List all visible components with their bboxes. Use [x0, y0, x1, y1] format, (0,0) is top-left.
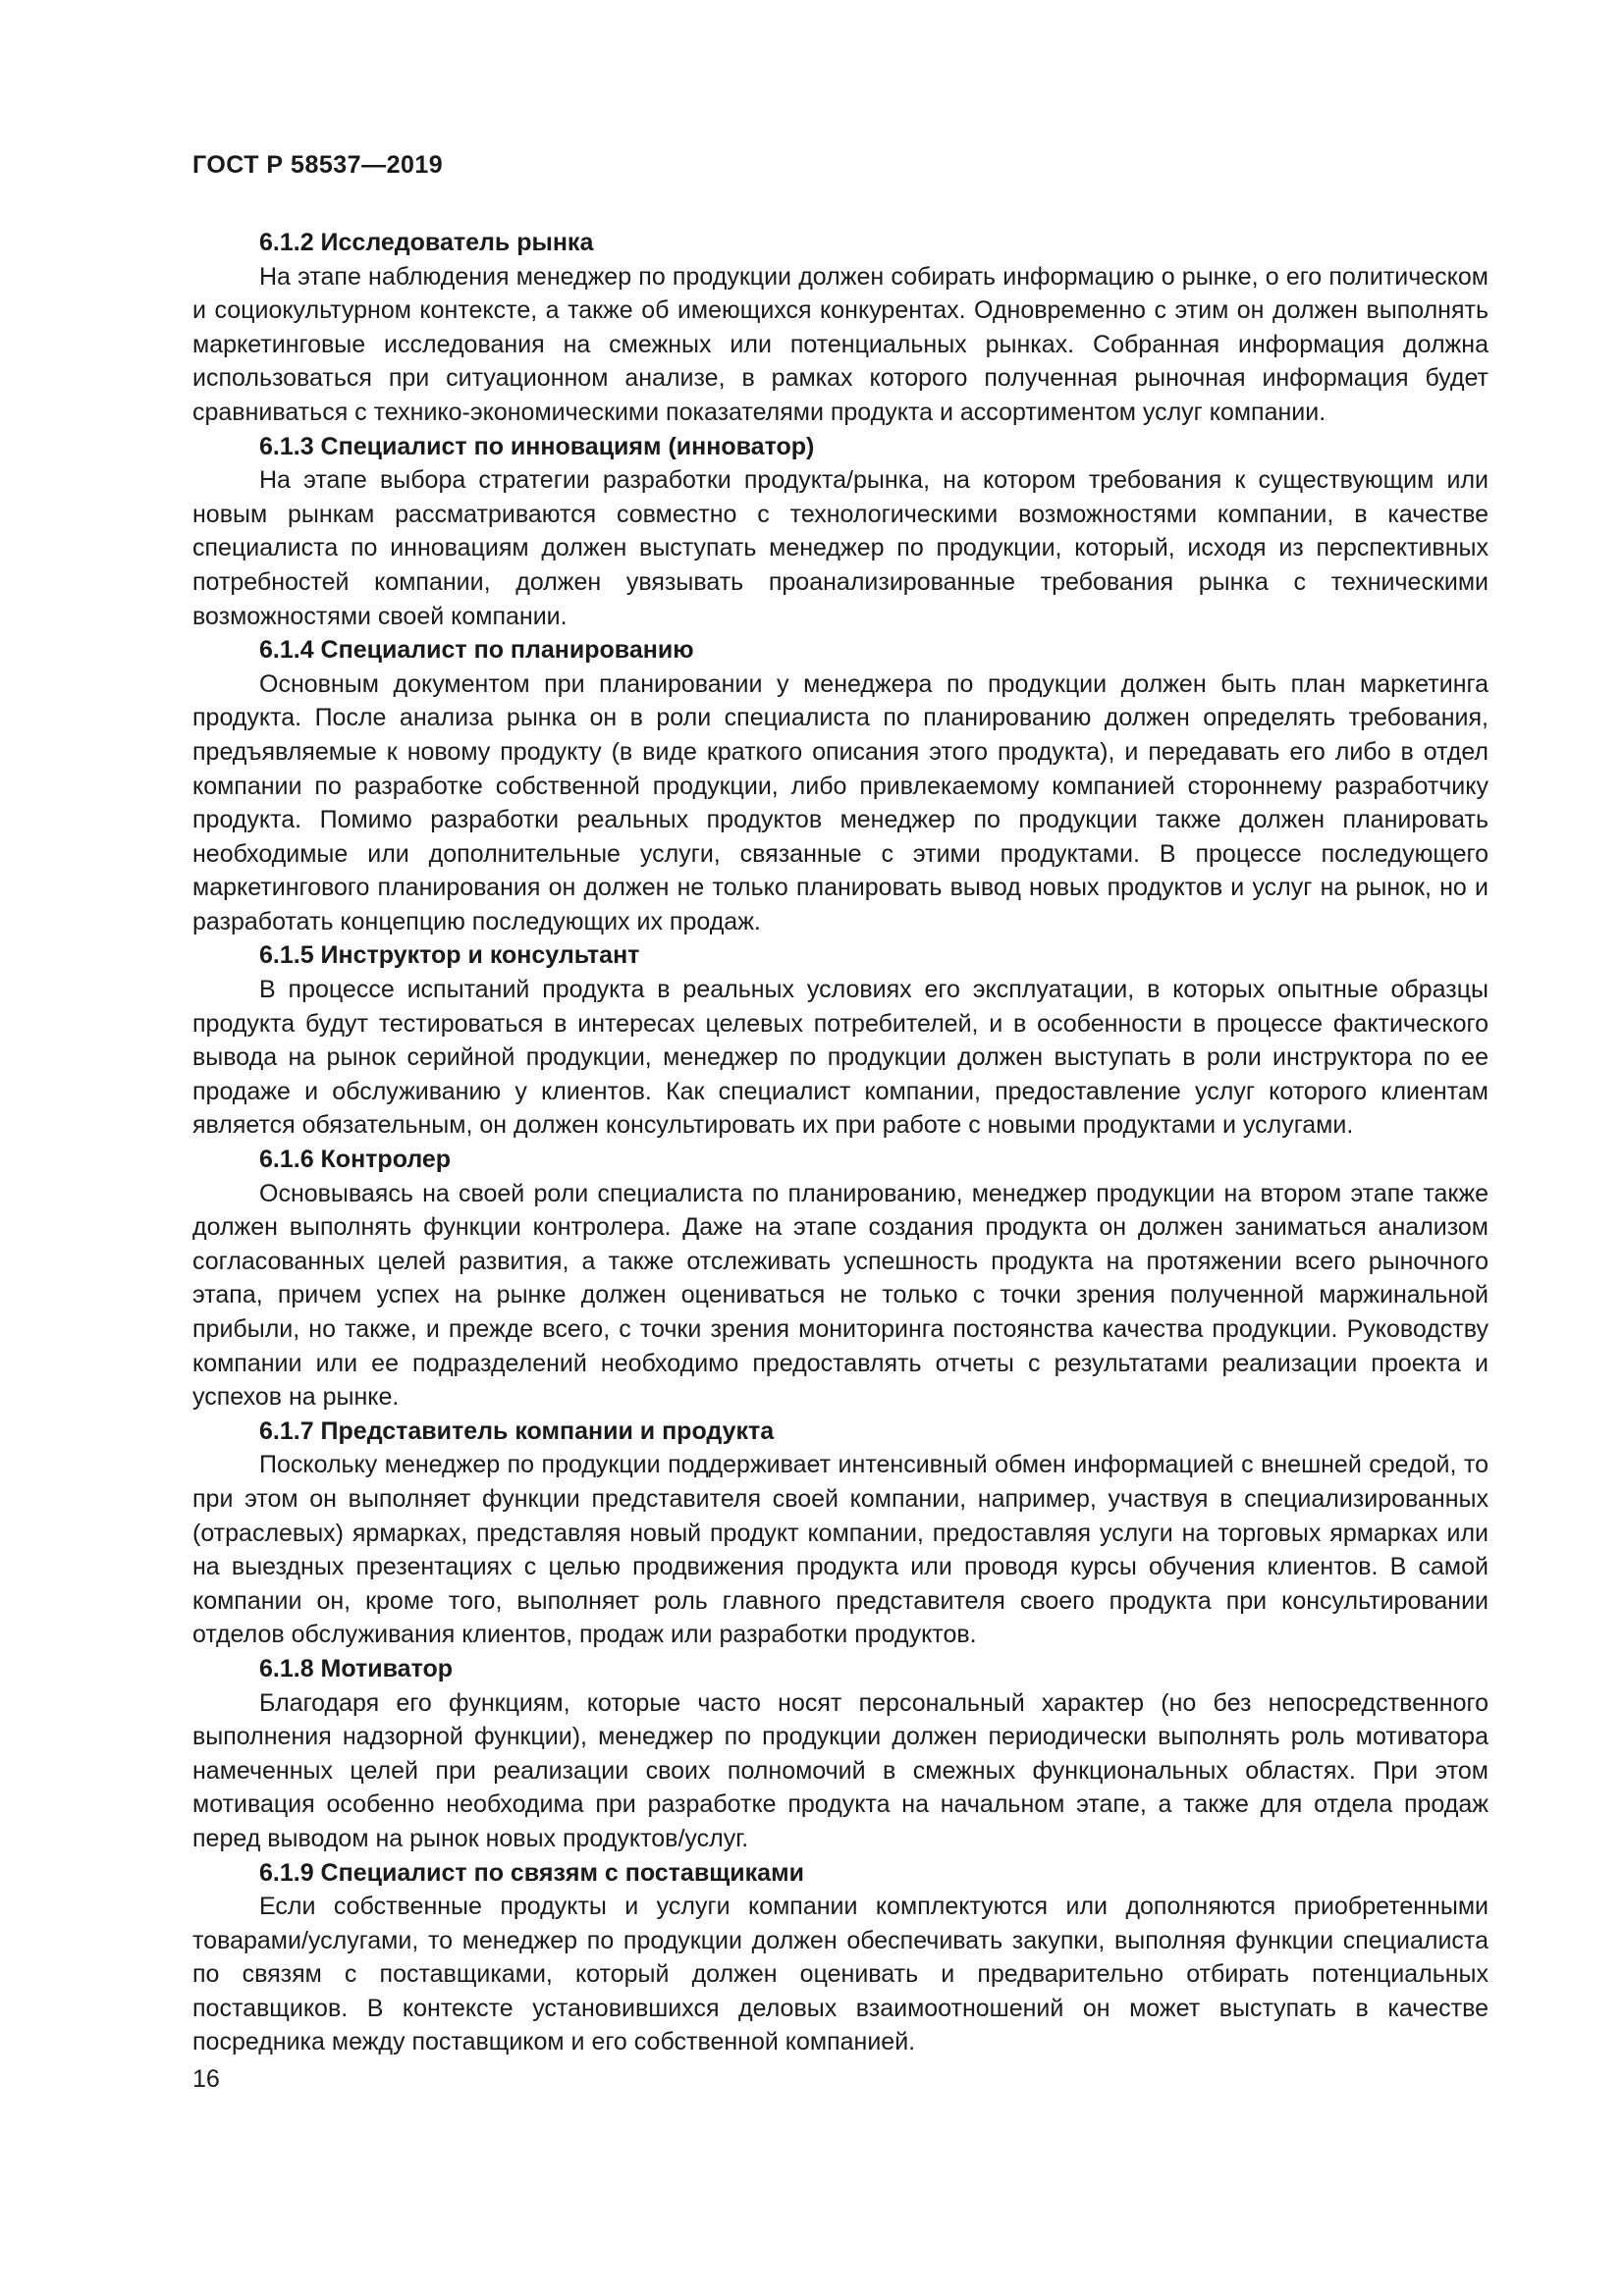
section-body: В процессе испытаний продукта в реальных условиях его эксплуатации, в которых опытные образцы продукта будут тестироваться в интересах целевых потребителей, и в особенности в процессе фактического вывода на рынок серийной продукции, менеджер по продукции должен выступать в роли инструктора по ее продаже и обслуживанию у клиентов. Как специалист компании, предоставление услуг которого клиентам является обязательным, он должен консультировать их при работе с новыми продуктами и услугами.	[192, 976, 1489, 1140]
section-body: Благодаря его функциям, которые часто носят персональный характер (но без непосредственного выполнения надзорной функции), менеджер по продукции должен периодически выполнять роль мотиватора намеченных целей при реализации своих полномочий в смежных функциональных областях. При этом мотивация особенно необходима при разработке продукта на начальном этапе, а также для отдела продаж перед выводом на рынок новых продуктов/услуг.	[192, 1688, 1489, 1852]
section-heading: 6.1.9 Специалист по связям с поставщиками	[259, 1858, 804, 1887]
section-body: Основываясь на своей роли специалиста по планированию, менеджер продукции на втором этапе также должен выполнять функции контролера. Даже на этапе создания продукта он должен заниматься анализом согласованных целей развития, а также отслеживать успешность продукта на протяжении всего рыночного этапа, причем успех на рынке должен оцениваться не только с точки зрения полученной маржинальной прибыли, но также, и прежде всего, с точки зрения мониторинга постоянства качества продукции. Руководству компании или ее подразделений необходимо предоставлять отчеты с результатами реализации проекта и успехов на рынке.	[192, 1179, 1489, 1412]
document-content	[192, 226, 1489, 2059]
section-heading: 6.1.6 Контролер	[259, 1146, 452, 1174]
document-header: ГОСТ Р 58537—2019	[192, 151, 444, 179]
section-heading: 6.1.2 Исследователь рынка	[259, 229, 594, 256]
section-heading: 6.1.4 Специалист по планированию	[259, 636, 694, 665]
section-body: Основным документом при планировании у менеджера по продукции должен быть план маркетинга продукта. После анализа рынка он в роли специалиста по планированию должен определять требования, предъявляемые к новому продукту (в виде краткого описания этого продукта), и передавать его либо в отдел компании по разработке собственной продукции, либо привлекаемому компанией стороннему разработчику продукта. Помимо разработки реальных продуктов менеджер по продукции также должен планировать необходимые или дополнительные услуги, связанные с этими продуктами. В процессе последующего маркетингового планирования он должен не только планировать вывод новых продуктов и услуг на рынок, но и разработать концепцию последующих их продаж.	[192, 669, 1489, 935]
section-heading: 6.1.5 Инструктор и консультант	[259, 941, 640, 970]
section-body: На этапе наблюдения менеджер по продукции должен собирать информацию о рынке, о его политическом и социокультурном контексте, а также об имеющихся конкурентах. Одновременно с этим он должен выполнять маркетинговые исследования на смежных или потенциальных рынках. Собранная информация должна использоваться при ситуационном анализе, в рамках которого полученная рыночная информация будет сравниваться с технико-экономическими показателями продукта и ассортиментом услуг компании.	[192, 262, 1489, 426]
section-heading: 6.1.7 Представитель компании и продукта	[259, 1416, 775, 1445]
page-number: 16	[192, 2065, 220, 2093]
section-heading: 6.1.8 Мотиватор	[259, 1654, 454, 1682]
section-body: Поскольку менеджер по продукции поддерживает интенсивный обмен информацией с внешней средой, то при этом он выполняет функции представителя своей компании, например, участвуя в специализированных (отраслевых) ярмарках, представляя новый продукт компании, предоставляя услуги на торговых ярмарках или на выездных презентациях с целью продвижения продукта или проводя курсы обучения клиентов. В самой компании он, кроме того, выполняет роль главного представителя своего продукта при консультировании отделов обслуживания клиентов, продаж или разработки продуктов.	[192, 1451, 1489, 1649]
section-body: Если собственные продукты и услуги компании комплектуются или дополняются приобретенными товарами/услугами, то менеджер по продукции должен обеспечивать закупки, выполняя функции специалиста по связям с поставщиками, который должен оценивать и предварительно отбирать потенциальных поставщиков. В контексте установившихся деловых взаимоотношений он может выступать в качестве посредника между поставщиком и его собственной компанией.	[192, 1893, 1489, 2056]
section-body: На этапе выбора стратегии разработки продукта/рынка, на котором требования к существующим или новым рынкам рассматриваются совместно с технологическими возможностями компании, в качестве специалиста по инновациям должен выступать менеджер по продукции, который, исходя из перспективных потребностей компании, должен увязывать проанализированные требования рынка с техническими возможностями своей компании.	[192, 466, 1489, 630]
section-heading: 6.1.3 Специалист по инновациям (инноватор)	[259, 432, 815, 460]
